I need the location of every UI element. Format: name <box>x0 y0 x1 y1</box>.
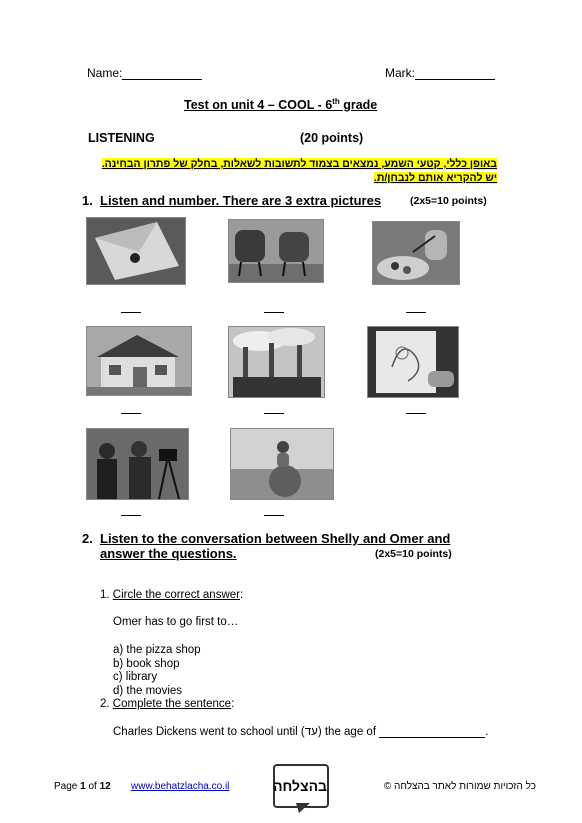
q1-answer-blank-8[interactable] <box>264 515 284 516</box>
q2-sub1 <box>100 589 243 601</box>
option-c[interactable]: c) library <box>113 671 158 683</box>
q1-answer-blank-4[interactable] <box>121 413 141 414</box>
q1-text: Listen and number. There are 3 extra pictures <box>100 193 382 208</box>
name-field <box>87 66 202 80</box>
page-number <box>54 781 111 792</box>
drawing-picture <box>367 326 459 398</box>
option-b[interactable]: b) book shop <box>113 657 180 670</box>
q1-answer-blank-6[interactable] <box>406 413 426 414</box>
page-title <box>184 97 377 112</box>
page-num: 1 <box>80 781 86 792</box>
mark-field <box>385 66 495 80</box>
q2-points: (2x5=10 points) <box>375 548 452 560</box>
sub1-colon: : <box>239 589 244 601</box>
chairs-picture <box>228 219 324 283</box>
title-end: grade <box>339 98 378 113</box>
q2-sub2 <box>100 698 234 710</box>
sentence-end: . <box>485 726 489 738</box>
mark-line[interactable] <box>415 66 495 80</box>
copyright-text: כל הזכויות שמורות לאתר בהצלחה © <box>383 781 536 792</box>
name-label: Name: <box>87 66 123 80</box>
painting-hands-picture <box>372 221 460 285</box>
girl-on-ball-picture <box>230 428 334 500</box>
film-crew-picture <box>86 428 189 500</box>
title-text: Test on unit 4 – COOL - 6 <box>184 98 333 113</box>
q2-prompt: Omer has to go first to… <box>113 616 239 628</box>
q2-number: 2. <box>82 531 93 546</box>
section-points: (20 points) <box>300 131 364 145</box>
sub2-label: 2. <box>100 698 113 710</box>
logo-text: בהצלחה <box>273 778 327 794</box>
page-of: of <box>85 781 100 792</box>
name-line[interactable] <box>122 66 202 80</box>
notice-line-2: יש להקריא אותם לנבחן/ת. <box>373 172 497 184</box>
q2-sentence <box>113 725 488 738</box>
page-prefix: Page <box>54 781 81 792</box>
house-picture <box>86 326 192 396</box>
q1-answer-blank-1[interactable] <box>121 312 141 313</box>
age-blank[interactable] <box>379 725 485 738</box>
q1-answer-blank-3[interactable] <box>406 312 426 313</box>
site-link[interactable]: www.behatzlacha.co.il <box>131 781 230 792</box>
sentence-start: Charles Dickens went to school until (עד) the age of <box>113 726 380 738</box>
q1-answer-blank-7[interactable] <box>121 515 141 516</box>
logo-tail-icon <box>296 803 310 813</box>
page-total: 12 <box>99 781 111 792</box>
q2-text-line-1: Listen to the conversation between Shelly and Omer and <box>100 531 451 546</box>
section-title: LISTENING <box>88 131 155 145</box>
factory-picture <box>228 326 325 398</box>
q1-points: (2x5=10 points) <box>410 195 487 207</box>
q1-answer-blank-2[interactable] <box>264 312 284 313</box>
sub2-text: Complete the sentence <box>112 698 232 710</box>
notice-line-1: באופן כללי, קטעי השמע, נמצאים בצמוד לתשובות לשאלות, בחלק של פתרון הבחינה. <box>101 158 497 170</box>
mark-label: Mark: <box>385 66 415 80</box>
q2-text-line-2: answer the questions. <box>100 546 237 561</box>
q1-answer-blank-5[interactable] <box>264 413 284 414</box>
option-d[interactable]: d) the movies <box>113 684 183 697</box>
behatzlacha-logo <box>273 764 329 808</box>
q1-number: 1. <box>82 193 93 208</box>
title-sup: th <box>332 97 340 106</box>
sub2-colon: : <box>231 698 235 710</box>
sub1-label: 1. <box>100 589 113 601</box>
envelope-picture <box>86 217 186 285</box>
sub1-text: Circle the correct answer <box>112 589 240 601</box>
q2-options <box>113 644 201 698</box>
option-a[interactable]: a) the pizza shop <box>113 644 201 656</box>
